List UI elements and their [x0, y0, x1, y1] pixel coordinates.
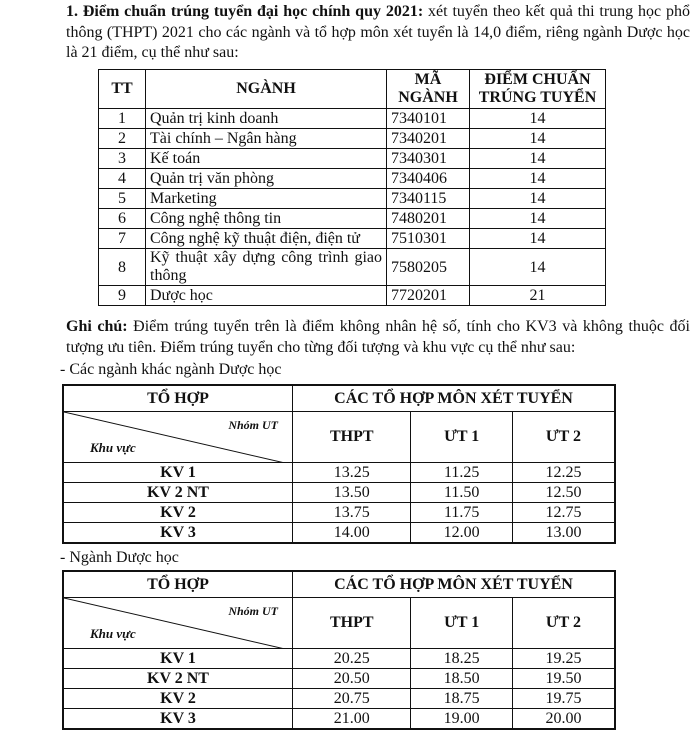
note-label: Ghi chú: — [66, 318, 128, 335]
table-row — [63, 463, 615, 483]
row-score: 18.50 — [411, 669, 512, 689]
row-score: 12.25 — [512, 463, 615, 483]
row-ma-nganh: 7580205 — [387, 249, 470, 286]
table-row — [63, 669, 615, 689]
header-ma-nganh: MÃ NGÀNH — [387, 70, 470, 109]
diagonal-header-cell — [63, 412, 293, 463]
header-to-hop: TỔ HỢP — [63, 385, 293, 412]
row-score: 11.50 — [411, 483, 512, 503]
row-tt: 5 — [99, 189, 146, 209]
table-body — [99, 109, 606, 306]
row-khu-vuc: KV 1 — [63, 463, 293, 483]
note-paragraph — [14, 317, 690, 358]
table3-caption: - Ngành Dược học — [60, 549, 179, 566]
row-score: 13.50 — [293, 483, 411, 503]
row-score: 20.25 — [293, 649, 411, 669]
row-tt: 1 — [99, 109, 146, 129]
table-row — [99, 249, 606, 286]
row-score: 13.75 — [293, 503, 411, 523]
column-header: ƯT 1 — [411, 412, 512, 463]
table-row — [63, 503, 615, 523]
row-ma-nganh: 7340115 — [387, 189, 470, 209]
row-diem: 14 — [470, 209, 606, 229]
row-nganh: Marketing — [146, 189, 387, 209]
row-score: 14.00 — [293, 523, 411, 544]
table-subheader-row — [63, 598, 615, 649]
column-header: THPT — [293, 598, 411, 649]
table-row — [63, 483, 615, 503]
row-tt: 4 — [99, 169, 146, 189]
row-ma-nganh: 7480201 — [387, 209, 470, 229]
table-row — [99, 209, 606, 229]
score-table-pharmacy — [62, 570, 616, 730]
row-nganh: Công nghệ kỹ thuật điện, điện tử — [146, 229, 387, 249]
table2-caption: - Các ngành khác ngành Dược học — [60, 361, 282, 378]
row-khu-vuc: KV 2 NT — [63, 669, 293, 689]
row-diem: 14 — [470, 229, 606, 249]
header-cac-to-hop: CÁC TỔ HỢP MÔN XÉT TUYỂN — [293, 571, 616, 598]
khu-vuc-label: Khu vực — [90, 626, 136, 641]
row-score: 19.00 — [411, 709, 512, 730]
row-nganh: Quản trị văn phòng — [146, 169, 387, 189]
row-khu-vuc: KV 3 — [63, 523, 293, 544]
row-ma-nganh: 7720201 — [387, 286, 470, 306]
row-diem: 14 — [470, 189, 606, 209]
row-tt: 3 — [99, 149, 146, 169]
row-diem: 14 — [470, 149, 606, 169]
note-text: Điểm trúng tuyển trên là điểm không nhân hệ số, tính cho KV3 và không thuộc đối tượng ưu tiên. Điểm trúng tuyển cho từng đối tượng và khu vực cụ thể như sau: — [66, 318, 691, 356]
table-row — [99, 229, 606, 249]
row-nganh: Công nghệ thông tin — [146, 209, 387, 229]
row-score: 12.75 — [512, 503, 615, 523]
row-tt: 2 — [99, 129, 146, 149]
table-row — [99, 149, 606, 169]
row-diem: 14 — [470, 169, 606, 189]
row-ma-nganh: 7340301 — [387, 149, 470, 169]
row-score: 12.50 — [512, 483, 615, 503]
row-diem: 14 — [470, 129, 606, 149]
table-header-row — [99, 70, 606, 109]
row-score: 18.25 — [411, 649, 512, 669]
intro-paragraph — [14, 2, 690, 64]
table-subheader-row — [63, 412, 615, 463]
table-row — [99, 189, 606, 209]
row-nganh: Dược học — [146, 286, 387, 306]
column-header: THPT — [293, 412, 411, 463]
row-tt: 6 — [99, 209, 146, 229]
row-ma-nganh: 7340201 — [387, 129, 470, 149]
column-header: ƯT 2 — [512, 412, 615, 463]
table-header-row — [63, 571, 615, 598]
row-score: 18.75 — [411, 689, 512, 709]
row-tt: 9 — [99, 286, 146, 306]
row-score: 12.00 — [411, 523, 512, 544]
khu-vuc-label: Khu vực — [90, 440, 136, 455]
row-score: 19.50 — [512, 669, 615, 689]
row-khu-vuc: KV 2 — [63, 503, 293, 523]
row-khu-vuc: KV 2 NT — [63, 483, 293, 503]
row-ma-nganh: 7340406 — [387, 169, 470, 189]
row-score: 21.00 — [293, 709, 411, 730]
row-tt: 8 — [99, 249, 146, 286]
row-ma-nganh: 7510301 — [387, 229, 470, 249]
nhom-ut-label: Nhóm UT — [228, 418, 278, 432]
row-score: 20.75 — [293, 689, 411, 709]
row-score: 20.50 — [293, 669, 411, 689]
intro-text: xét tuyển theo kết quả thi trung học phổ thông (THPT) 2021 cho các ngành và tổ hợp môn xét tuyển là 14,0 điểm, riêng ngành Dược học là 21 điểm, cụ thể như sau: — [66, 3, 691, 61]
row-khu-vuc: KV 1 — [63, 649, 293, 669]
header-tt: TT — [99, 70, 146, 109]
table-row — [63, 523, 615, 544]
table-row — [63, 649, 615, 669]
header-cac-to-hop: CÁC TỔ HỢP MÔN XÉT TUYỂN — [293, 385, 616, 412]
table-header-row — [63, 385, 615, 412]
row-diem: 21 — [470, 286, 606, 306]
header-diem-chuan: ĐIỂM CHUẨN TRÚNG TUYỂN — [470, 70, 606, 109]
row-score: 13.00 — [512, 523, 615, 544]
score-table-other-majors — [62, 384, 616, 544]
row-khu-vuc: KV 3 — [63, 709, 293, 730]
row-score: 19.25 — [512, 649, 615, 669]
row-nganh: Tài chính – Ngân hàng — [146, 129, 387, 149]
benchmark-score-table — [98, 69, 606, 306]
row-tt: 7 — [99, 229, 146, 249]
row-khu-vuc: KV 2 — [63, 689, 293, 709]
table-row — [63, 689, 615, 709]
row-score: 11.25 — [411, 463, 512, 483]
table-row — [99, 169, 606, 189]
row-score: 13.25 — [293, 463, 411, 483]
table-row — [99, 109, 606, 129]
table-row — [99, 286, 606, 306]
table-row — [63, 709, 615, 730]
diagonal-header-cell — [63, 598, 293, 649]
row-ma-nganh: 7340101 — [387, 109, 470, 129]
row-nganh: Kỹ thuật xây dựng công trình giao thông — [146, 249, 387, 286]
header-nganh: NGÀNH — [146, 70, 387, 109]
column-header: ƯT 2 — [512, 598, 615, 649]
row-nganh: Kế toán — [146, 149, 387, 169]
row-nganh: Quản trị kinh doanh — [146, 109, 387, 129]
nhom-ut-label: Nhóm UT — [228, 604, 278, 618]
row-score: 19.75 — [512, 689, 615, 709]
row-diem: 14 — [470, 249, 606, 286]
table-row — [99, 129, 606, 149]
intro-heading: 1. Điểm chuẩn trúng tuyển đại học chính quy 2021: — [66, 3, 424, 20]
row-score: 20.00 — [512, 709, 615, 730]
header-to-hop: TỔ HỢP — [63, 571, 293, 598]
row-score: 11.75 — [411, 503, 512, 523]
row-diem: 14 — [470, 109, 606, 129]
column-header: ƯT 1 — [411, 598, 512, 649]
